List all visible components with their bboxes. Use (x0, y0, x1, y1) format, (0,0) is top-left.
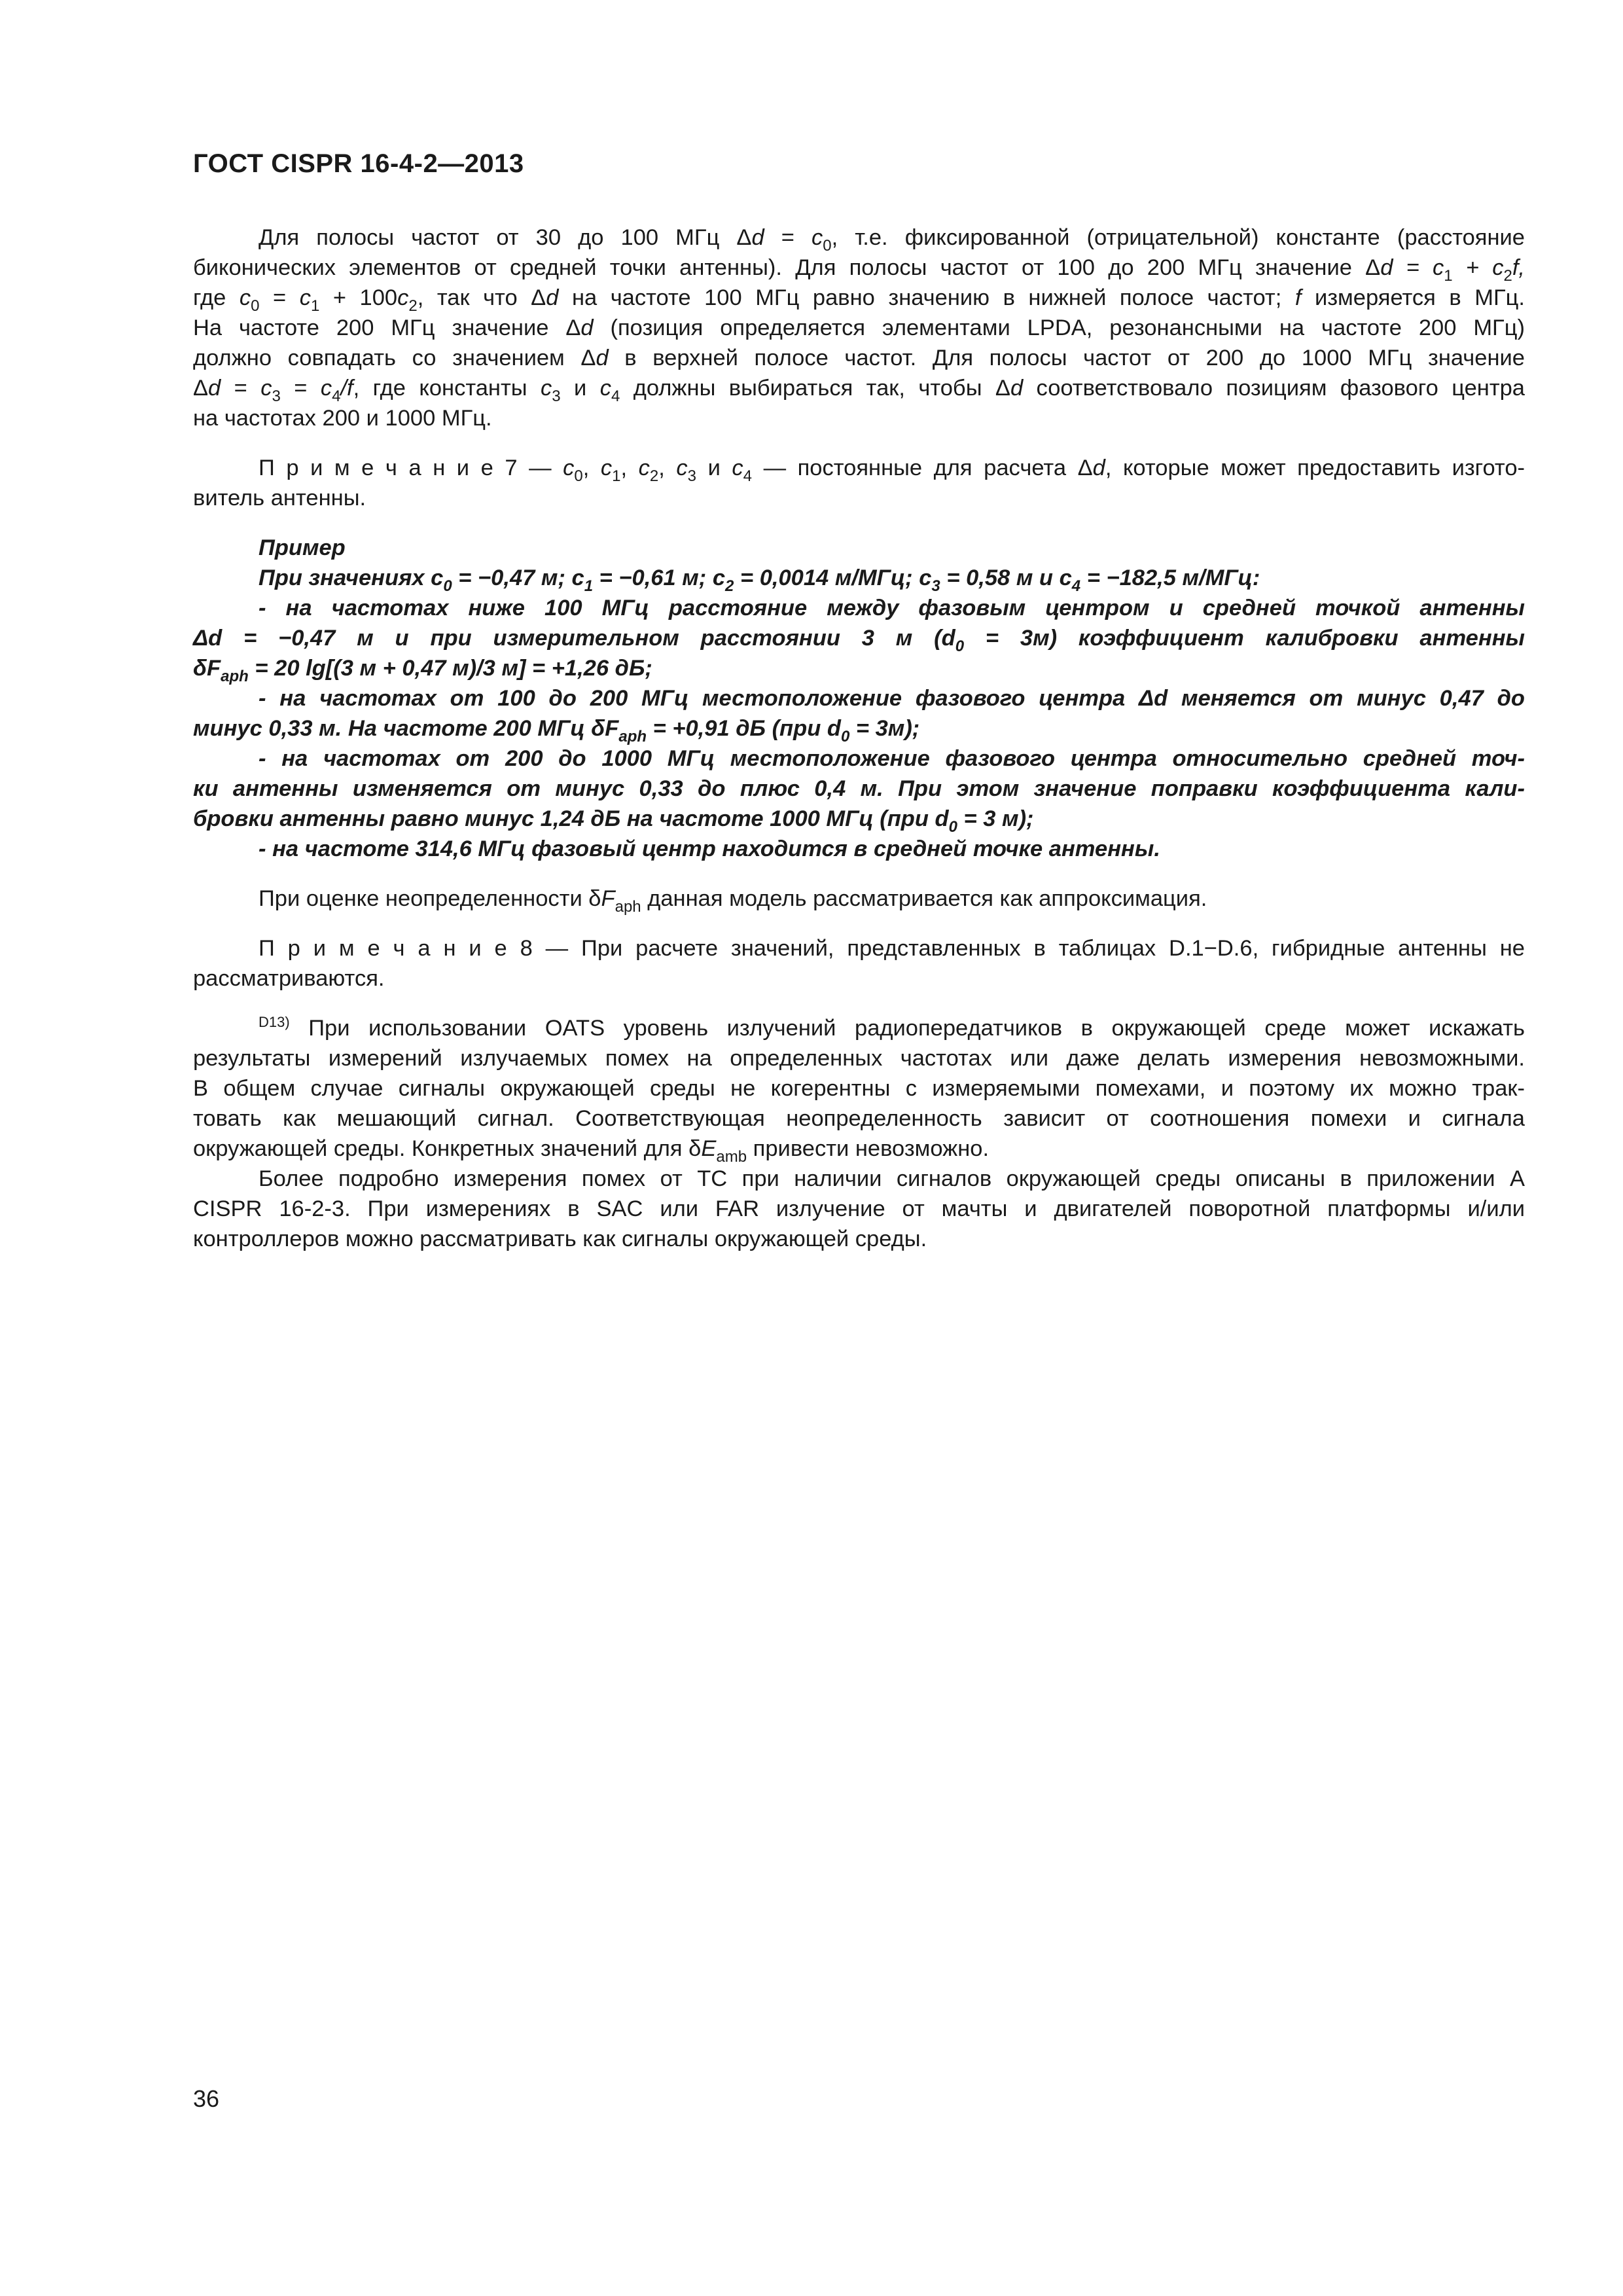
text-line: Более подробно измерения помех от ТС при наличии сигналов окружающей среды описаны в приложении А (259, 1166, 1525, 1191)
document-header: ГОСТ CISPR 16-4-2—2013 (193, 149, 524, 178)
page-number: 36 (193, 2085, 220, 2112)
text-line: При оценке неопределенности $\delta F_{aph}$ данная модель рассматривается как аппроксимация. (259, 886, 1207, 916)
text-line: товать как мешающий сигнал. Соответствующая неопределенность зависит от соотношения помехи и сигнала (193, 1106, 1525, 1131)
text-line: витель антенны. (193, 486, 366, 511)
text-line: бровки антенны равно минус 1,24 дБ на частоте 1000 МГц (при $d_0 = 3$ м); (193, 806, 1034, 836)
text-line: П р и м е ч а н и е 7 — $c_0$, $c_1$, $c_2$, $c_3$ и $c_4$ — постоянные для расчета Δd, которые может предоставить изгото- (259, 456, 1525, 485)
text-line: биконических элементов от средней точки антенны). Для полосы частот от 100 до 200 МГц значение $\Delta d = c_1 + c_2f$, (193, 255, 1525, 285)
text-line: - на частоте 314,6 МГц фазовый центр находится в средней точке антенны. (259, 836, 1160, 861)
note-8 (193, 933, 1525, 994)
text-line: В общем случае сигналы окружающей среды не когерентны с измеряемыми помехами, и поэтому их можно трак- (193, 1076, 1525, 1101)
text-line: $\delta F_{aph} = 20$ lg[(3 м + 0,47 м)/3 м] = +1,26 дБ; (193, 656, 652, 685)
text-line: на частотах 200 и 1000 МГц. (193, 406, 492, 431)
text-line: рассматриваются. (193, 966, 385, 991)
text-line: На частоте 200 МГц значение Δd (позиция определяется элементами LPDA, резонансными на частоте 200 МГц) (193, 315, 1525, 340)
text-line: где $c_0 = c_1 + 100c_2$, так что Δd на частоте 100 МГц равно значению в нижней полосе частот; f измеряется в МГц. (193, 285, 1525, 315)
note-7 (193, 453, 1525, 513)
text-line: ки антенны изменяется от минус 0,33 до плюс 0,4 м. При этом значение поправки коэффициента кали- (193, 776, 1525, 801)
text-line: Δd = −0,47 м и при измерительном расстоянии 3 м $(d_0 = 3м)$ коэффициент калибровки антенны (193, 626, 1525, 655)
example-title: Пример (259, 535, 346, 560)
text-line: Для полосы частот от 30 до 100 МГц $\Delta d = c_0$, т.е. фиксированной (отрицательной) константе (расстояние (259, 225, 1525, 255)
text-line: результаты измерений излучаемых помех на определенных частотах или даже делать измерения невозможными. (193, 1046, 1525, 1071)
text-line: должно совпадать со значением Δd в верхней полосе частот. Для полосы частот от 200 до 1000 МГц значение (193, 346, 1525, 370)
text-line: CISPR 16-2-3. При измерениях в SAC или FAR излучение от мачты и двигателей поворотной платформы и/или (193, 1196, 1525, 1221)
text-line: окружающей среды. Конкретных значений для $\delta E_{amb}$ привести невозможно. (193, 1136, 990, 1166)
text-line: - на частотах от 100 до 200 МГц местоположение фазового центра Δd меняется от минус 0,47 до (259, 686, 1525, 711)
text-line: - на частотах ниже 100 МГц расстояние между фазовым центром и средней точкой антенны (259, 596, 1525, 620)
text-line: $^{D13)}$ При использовании OATS уровень излучений радиопередатчиков в окружающей среде может искажать (259, 1014, 1525, 1041)
text-line: При значениях $c_0 = -0,47$ м; $c_1 = -0,61$ м; $c_2 = 0,0014$ м/МГц; $c_3 = 0,58$ м и $c_4 = -182,5$ м/МГц: (259, 565, 1260, 595)
text-line: - на частотах от 200 до 1000 МГц местоположение фазового центра относительно средней точ- (259, 746, 1525, 771)
footnote-marker: D13) (259, 1014, 290, 1030)
text-line: $\Delta d = c_3 = c_4/f$, где константы $c_3$ и $c_4$ должны выбираться так, чтобы Δd соответствовало позициям фазового центра (193, 376, 1525, 405)
text-line: контроллеров можно рассматривать как сигналы окружающей среды. (193, 1227, 927, 1251)
example-block (193, 533, 1525, 864)
document-body (193, 223, 1525, 1254)
paragraph-approximation (193, 884, 1525, 914)
text-line: минус 0,33 м. На частоте 200 МГц $\delta F_{aph} = +0,91$ дБ (при $d_0 = 3м$); (193, 716, 920, 745)
paragraph-frequency-bands (193, 223, 1525, 433)
text-line: П р и м е ч а н и е 8 — При расчете значений, представленных в таблицах D.1−D.6, гибридные антенны не (259, 936, 1525, 961)
paragraph-d13 (193, 1013, 1525, 1254)
